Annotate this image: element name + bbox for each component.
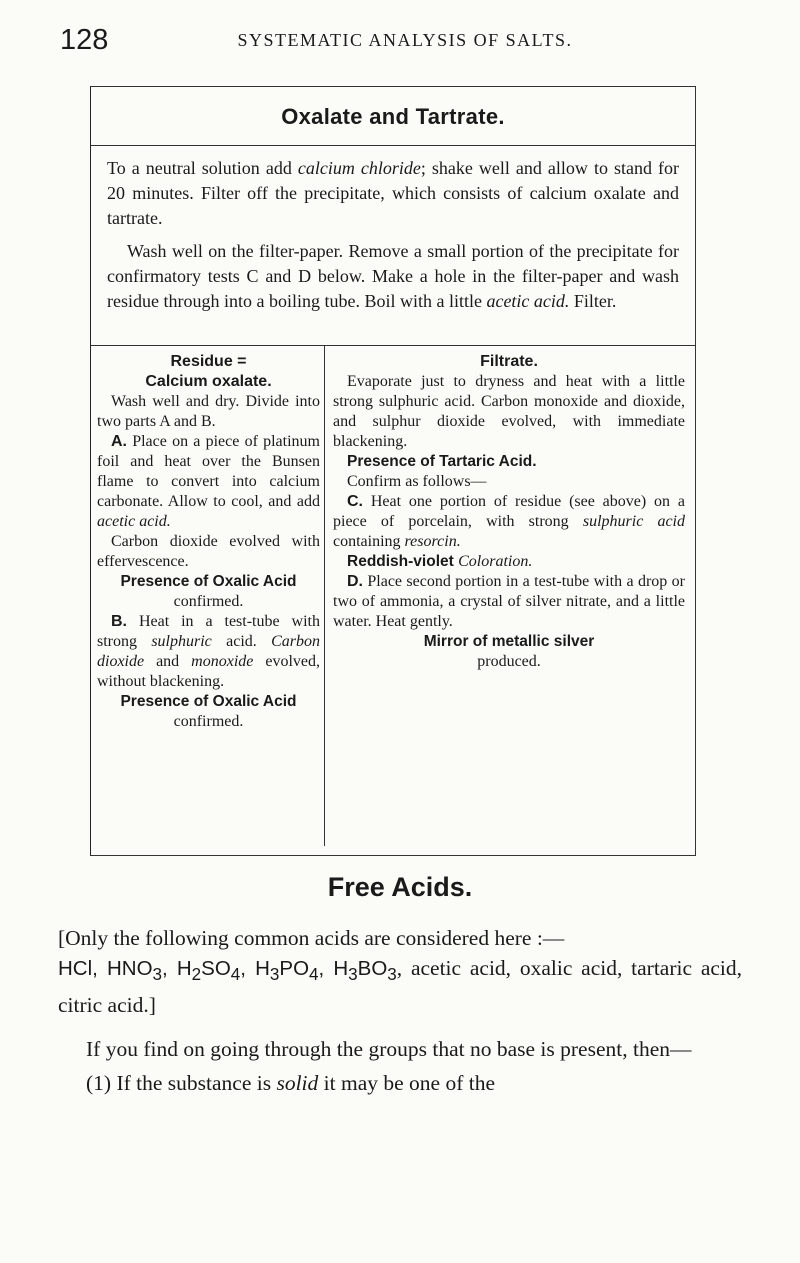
tartaric-presence: Presence of Tartaric Acid. xyxy=(347,453,537,470)
product-monoxide: monoxide xyxy=(191,653,254,670)
test-a-text xyxy=(97,432,320,532)
intro-text: ; shake well and allow to stand for 20 minutes. Filter off the precipitate, which consists of calcium oxalate and tartrate. xyxy=(107,158,679,228)
formula-text: PO xyxy=(279,957,310,980)
scheme-title-row xyxy=(91,87,695,146)
filtrate-evaporate-text: Evaporate just to dryness and heat with a little strong sulphuric acid. Carbon monoxide and dioxide, and sulphur dioxide evolved, with immediate blackening. xyxy=(333,373,685,450)
formula-subscript: 3 xyxy=(269,965,280,985)
scheme-intro xyxy=(91,146,695,346)
test-c-result-coloration: Coloration. xyxy=(458,553,533,570)
formula-subscript: 2 xyxy=(191,965,202,985)
test-b-text xyxy=(97,612,320,692)
intro-text: To a neutral solution add xyxy=(107,158,298,178)
list-item-text: it may be one of the xyxy=(318,1071,496,1096)
test-c-text xyxy=(333,492,685,552)
acids-note-tail: , acetic acid, oxalic acid, tartaric acid, citric acid.] xyxy=(58,956,742,1018)
formula-text: BO xyxy=(357,957,388,980)
test-a-conclusion-confirmed: confirmed. xyxy=(173,593,244,610)
test-a-label: A. xyxy=(111,433,127,450)
intro-paragraph-1 xyxy=(107,156,679,231)
page-header xyxy=(60,24,750,64)
page-number: 128 xyxy=(60,24,109,56)
emphasis-solid: solid xyxy=(276,1071,319,1096)
product-carbon-dioxide: Carbon dioxide xyxy=(97,633,320,670)
formula-subscript: 3 xyxy=(387,965,397,985)
test-b-body: and xyxy=(144,653,192,670)
reagent-acetic-acid: acetic acid. xyxy=(486,291,570,311)
test-a-conclusion: Presence of Oxalic Acid xyxy=(120,573,297,590)
formula-text: HCl, HNO xyxy=(58,957,153,980)
test-d-body: Place second portion in a test-tube with a drop or two of ammonia, a crystal of silver nitrate, and a little water. Heat gently. xyxy=(333,573,685,630)
scheme-title: Oxalate and Tartrate. xyxy=(281,104,505,129)
formula-text: SO xyxy=(201,957,231,980)
residue-wash-text: Wash well and dry. Divide into two parts A and B. xyxy=(97,393,320,430)
intro-text: Wash well on the filter-paper. Remove a small portion of the precipitate for confirmatory tests C and D below. Make a hole in the filter-paper and wash residue through into a boiling tube. Boil with a little xyxy=(107,241,679,311)
list-item-text: (1) If the substance is xyxy=(86,1071,277,1096)
reagent-sulphuric-acid: sulphuric acid xyxy=(582,513,685,530)
filtrate-column xyxy=(325,346,695,846)
scheme-columns xyxy=(91,346,695,846)
running-head: SYSTEMATIC ANALYSIS OF SALTS. xyxy=(237,30,573,50)
formula-text: , H xyxy=(240,957,270,980)
test-a-body: Place on a piece of platinum foil and heat over the Bunsen flame to convert into calcium carbonate. Allow to cool, and add xyxy=(97,433,320,510)
test-c-body: containing xyxy=(333,533,405,550)
test-b-conclusion-confirmed: confirmed. xyxy=(173,713,244,730)
list-item-1 xyxy=(58,1068,742,1098)
filtrate-heading: Filtrate. xyxy=(480,353,538,370)
reagent-sulphuric: sulphuric xyxy=(151,633,212,650)
test-d-result-produced: produced. xyxy=(477,653,541,670)
free-acids-title: Free Acids. xyxy=(327,872,473,902)
acids-note xyxy=(58,923,742,1020)
test-c-result-colour: Reddish-violet xyxy=(347,553,459,570)
test-c-result xyxy=(333,552,685,572)
test-b-conclusion: Presence of Oxalic Acid xyxy=(120,693,297,710)
acids-note-intro: [Only the following common acids are considered here :— xyxy=(58,926,565,950)
test-d-result: Mirror of metallic silver xyxy=(423,633,595,650)
test-b-body: Heat in a test-tube with strong xyxy=(97,613,320,650)
residue-column xyxy=(91,346,325,846)
formula-subscript: 4 xyxy=(309,965,319,985)
test-d-label: D. xyxy=(347,573,363,590)
residue-subheading: Calcium oxalate. xyxy=(145,373,272,390)
free-acids-section xyxy=(58,872,742,1098)
test-c-body: Heat one portion of residue (see above) on a piece of porcelain, with strong xyxy=(333,493,685,530)
acid-formulae xyxy=(58,957,397,985)
formula-text: , H xyxy=(318,957,349,980)
formula-subscript: 3 xyxy=(348,965,358,985)
reagent-acetic-acid: acetic acid. xyxy=(97,513,171,530)
no-base-paragraph: If you find on going through the groups that no base is present, then— xyxy=(86,1037,692,1062)
analysis-scheme-box xyxy=(90,86,696,856)
test-b-body: acid. xyxy=(211,633,272,650)
test-d-text xyxy=(333,572,685,632)
formula-subscript: 3 xyxy=(152,965,163,985)
confirm-text: Confirm as follows— xyxy=(347,473,487,490)
formula-subscript: 4 xyxy=(230,965,241,985)
reagent-calcium-chloride: calcium chloride xyxy=(297,158,421,178)
intro-paragraph-2 xyxy=(107,239,679,314)
residue-heading: Residue = xyxy=(170,353,247,370)
test-c-label: C. xyxy=(347,493,363,510)
intro-text: Filter. xyxy=(569,291,617,311)
test-b-body: evolved, without blackening. xyxy=(97,653,320,690)
reagent-resorcin: resorcin. xyxy=(404,533,461,550)
formula-text: , H xyxy=(162,957,192,980)
test-a-result: Carbon dioxide evolved with effervescence. xyxy=(97,533,320,570)
test-b-label: B. xyxy=(111,613,127,630)
